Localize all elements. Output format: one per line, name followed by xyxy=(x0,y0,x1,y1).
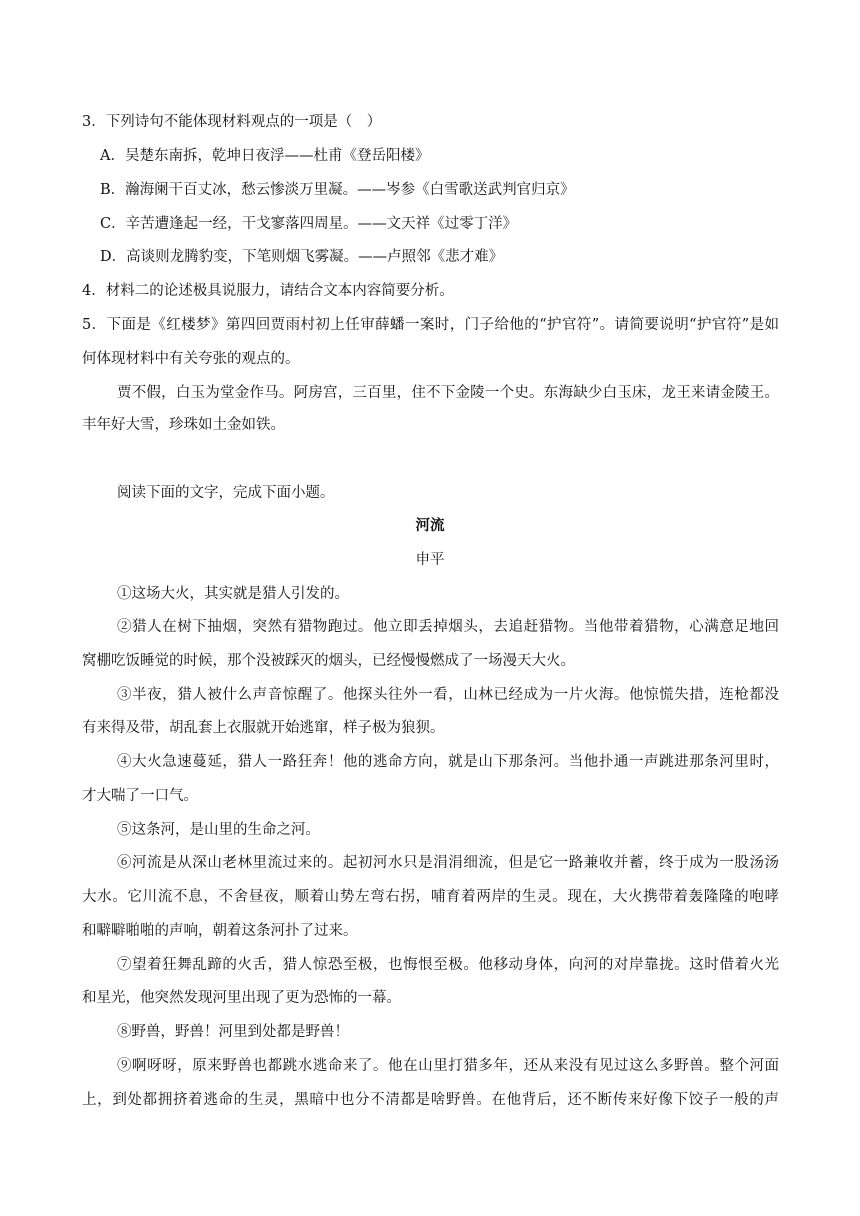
quote-line-1: 贾不假，白玉为堂金作马。阿房宫，三百里，住不下金陵一个史。东海缺少白玉床，龙王来请金陵王。 xyxy=(117,385,779,401)
question-3-option-a: A．吴楚东南拆，乾坤日夜浮——杜甫《登岳阳楼》 xyxy=(100,148,430,164)
paragraph-line: ①这场大火，其实就是猎人引发的。 xyxy=(117,586,349,602)
passage-author: 申平 xyxy=(415,552,445,568)
reading-instruction: 阅读下面的文字，完成下面小题。 xyxy=(117,485,335,501)
paragraph-line: ⑤这条河，是山里的生命之河。 xyxy=(117,822,320,838)
question-3-option-c: C．辛苦遭逢起一经，干戈寥落四周星。——文天祥《过零丁洋》 xyxy=(100,216,518,232)
question-5-line-1: 5．下面是《红楼梦》第四回贾雨村初上任审薛蟠一案时，门子给他的“护官符”。请简要说明“护官符”是如 xyxy=(82,317,779,333)
question-4: 4．材料二的论述极具说服力，请结合文本内容简要分析。 xyxy=(82,283,454,299)
paragraph-line: ⑧野兽，野兽！河里到处都是野兽！ xyxy=(117,1024,349,1040)
passage-title: 河流 xyxy=(415,517,445,534)
paragraph-line: 和噼噼啪啪的声响，朝着这条河扑了过来。 xyxy=(82,923,358,939)
paragraph-line: 窝棚吃饭睡觉的时候，那个没被踩灭的烟头，已经慢慢燃成了一场漫天大火。 xyxy=(82,653,575,669)
paragraph-line: ⑨啊呀呀，原来野兽也都跳水逃命来了。他在山里打猎多年，还从来没有见过这么多野兽。整个河面 xyxy=(117,1058,779,1074)
paragraph-line: 才大喘了一口气。 xyxy=(82,788,198,804)
question-3-stem: 3．下列诗句不能体现材料观点的一项是（ ） xyxy=(82,114,382,130)
question-3-option-d: D．高谈则龙腾豹变，下笔则烟飞雾凝。——卢照邻《悲才难》 xyxy=(100,249,504,265)
question-3-option-b: B．瀚海阑干百丈冰，愁云惨淡万里凝。——岑参《白雪歌送武判官归京》 xyxy=(100,182,575,198)
paragraph-line: 大水。它川流不息，不舍昼夜，顺着山势左弯右拐，哺育着两岸的生灵。现在，大火携带着轰隆隆的咆哮 xyxy=(82,889,779,905)
paragraph-line: ⑥河流是从深山老林里流过来的。起初河水只是涓涓细流，但是它一路兼收并蓄，终于成为一股汤汤 xyxy=(117,855,779,871)
paragraph-line: 有来得及带，胡乱套上衣服就开始逃窜，样子极为狼狈。 xyxy=(82,720,445,736)
question-5-line-2: 何体现材料中有关夸张的观点的。 xyxy=(82,351,300,367)
paragraph-line: 和星光，他突然发现河里出现了更为恐怖的一幕。 xyxy=(82,990,401,1006)
paragraph-line: ④大火急速蔓延，猎人一路狂奔！他的逃命方向，就是山下那条河。当他扑通一声跳进那条河里时， xyxy=(117,754,779,770)
paragraph-line: 上，到处都拥挤着逃命的生灵，黑暗中也分不清都是啥野兽。在他背后，还不断传来好像下饺子一般的声 xyxy=(82,1092,779,1108)
paragraph-line: ③半夜，猎人被什么声音惊醒了。他探头往外一看，山林已经成为一片火海。他惊慌失措，连枪都没 xyxy=(117,687,779,703)
paragraph-line: ⑦望着狂舞乱蹄的火舌，猎人惊恐至极，也悔恨至极。他移动身体，向河的对岸靠拢。这时借着火光 xyxy=(117,957,779,973)
quote-line-2: 丰年好大雪，珍珠如土金如铁。 xyxy=(82,417,285,433)
paragraph-line: ②猎人在树下抽烟，突然有猎物跑过。他立即丢掉烟头，去追赶猎物。当他带着猎物，心满意足地回 xyxy=(117,619,779,635)
